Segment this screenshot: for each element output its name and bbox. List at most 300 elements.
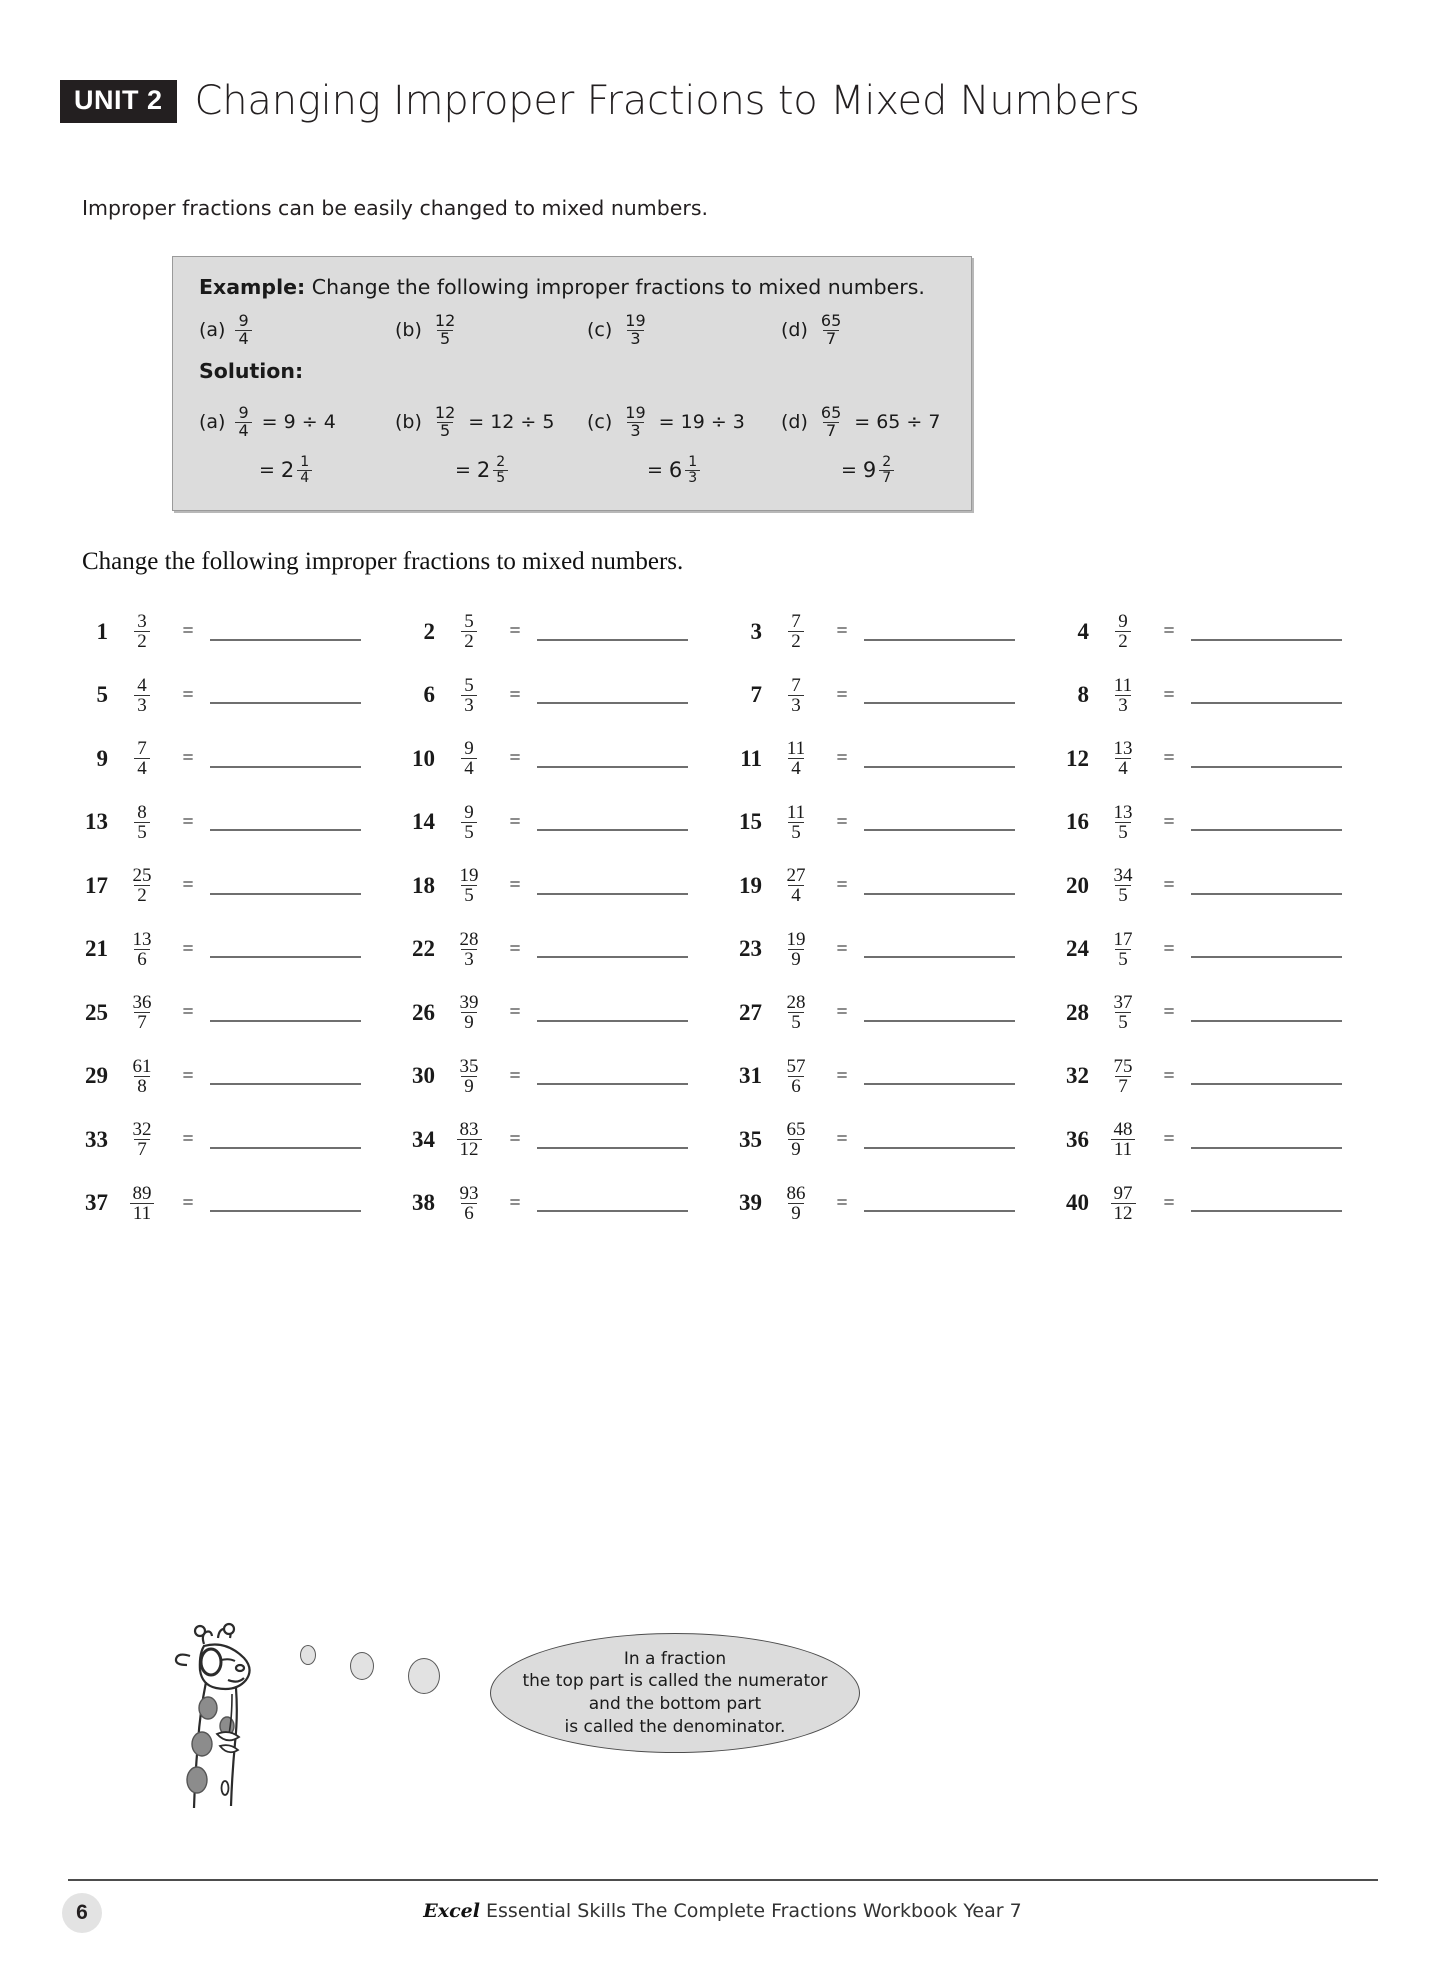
equals-sign: = bbox=[182, 747, 194, 770]
denominator: 11 bbox=[1111, 1139, 1135, 1159]
numerator: 65 bbox=[820, 311, 842, 330]
solution-division-text-d: = 65 ÷ 7 bbox=[854, 411, 941, 434]
whole-part: 2 bbox=[280, 458, 295, 483]
whole-part: 9 bbox=[862, 458, 877, 483]
equals-sign: = bbox=[1163, 937, 1175, 960]
exercise-item bbox=[726, 803, 1053, 842]
exercise-item bbox=[399, 612, 726, 651]
denominator: 4 bbox=[297, 470, 312, 486]
numerator: 7 bbox=[791, 674, 801, 696]
example-question-d bbox=[781, 313, 846, 348]
solution-division-b bbox=[395, 405, 560, 440]
numerator: 9 bbox=[1118, 611, 1128, 633]
brand-logo: Excel bbox=[423, 1900, 480, 1922]
answer-blank[interactable] bbox=[210, 766, 361, 768]
denominator: 4 bbox=[1115, 758, 1131, 778]
answer-blank[interactable] bbox=[210, 1020, 361, 1022]
question-number: 31 bbox=[739, 1063, 762, 1089]
solution-division-d bbox=[781, 405, 946, 440]
exercise-row bbox=[72, 664, 1382, 728]
numerator: 7 bbox=[791, 611, 801, 633]
question-number: 12 bbox=[1066, 745, 1089, 771]
tip-line-4: is called the denominator. bbox=[564, 1716, 786, 1737]
question-number: 13 bbox=[85, 809, 108, 835]
equals-sign: = bbox=[182, 810, 194, 833]
denominator: 9 bbox=[461, 1076, 477, 1096]
exercise-item bbox=[1053, 1184, 1380, 1223]
question-fraction bbox=[1099, 1120, 1147, 1159]
numerator: 61 bbox=[132, 1055, 152, 1077]
example-tag-c: (c) bbox=[587, 319, 613, 342]
exercise-row bbox=[72, 1108, 1382, 1172]
question-fraction bbox=[118, 866, 166, 905]
question-fraction bbox=[445, 739, 493, 778]
numerator: 5 bbox=[464, 674, 474, 696]
answer-blank[interactable] bbox=[864, 893, 1015, 895]
equals-sign: = bbox=[836, 747, 848, 770]
denominator: 8 bbox=[134, 1076, 150, 1096]
question-fraction bbox=[772, 676, 820, 715]
numerator: 39 bbox=[459, 992, 479, 1014]
question-number: 8 bbox=[1077, 682, 1089, 708]
question-number: 6 bbox=[423, 682, 435, 708]
exercise-item bbox=[726, 993, 1053, 1032]
denominator: 5 bbox=[437, 422, 453, 440]
numerator: 2 bbox=[496, 454, 506, 470]
question-fraction bbox=[1099, 1057, 1147, 1096]
denominator: 2 bbox=[461, 631, 477, 651]
exercise-item bbox=[399, 1184, 726, 1223]
equals-sign: = bbox=[182, 1064, 194, 1087]
page-header bbox=[60, 78, 1140, 124]
numerator: 11 bbox=[786, 801, 806, 823]
question-fraction bbox=[1099, 1184, 1147, 1223]
exercise-item bbox=[726, 866, 1053, 905]
equals-sign: = bbox=[836, 1128, 848, 1151]
equals-sign: = bbox=[182, 620, 194, 643]
answer-blank[interactable] bbox=[864, 639, 1015, 641]
answer-blank[interactable] bbox=[1191, 1210, 1342, 1212]
equals-sign: = bbox=[182, 937, 194, 960]
numerator: 13 bbox=[132, 928, 152, 950]
numerator: 75 bbox=[1113, 1055, 1133, 1077]
solution-tag-a: (a) bbox=[199, 411, 226, 434]
question-number: 5 bbox=[96, 682, 108, 708]
numerator: 32 bbox=[132, 1119, 152, 1141]
question-number: 21 bbox=[85, 936, 108, 962]
answer-blank[interactable] bbox=[210, 1083, 361, 1085]
answer-blank[interactable] bbox=[1191, 893, 1342, 895]
answer-blank[interactable] bbox=[537, 766, 688, 768]
question-fraction bbox=[1099, 993, 1147, 1032]
question-fraction bbox=[772, 1120, 820, 1159]
numerator: 8 bbox=[137, 801, 147, 823]
question-fraction bbox=[772, 993, 820, 1032]
answer-blank[interactable] bbox=[210, 956, 361, 958]
question-number: 17 bbox=[85, 872, 108, 898]
numerator: 83 bbox=[459, 1119, 479, 1141]
question-number: 14 bbox=[412, 809, 435, 835]
answer-blank[interactable] bbox=[1191, 1083, 1342, 1085]
answer-blank[interactable] bbox=[210, 639, 361, 641]
tip-line-2: the top part is called the numerator bbox=[522, 1671, 828, 1692]
equals-sign: = bbox=[1163, 683, 1175, 706]
equals-sign: = bbox=[647, 459, 663, 482]
denominator: 7 bbox=[134, 1139, 150, 1159]
question-fraction bbox=[445, 1120, 493, 1159]
answer-blank[interactable] bbox=[1191, 766, 1342, 768]
answer-blank[interactable] bbox=[1191, 1147, 1342, 1149]
equals-sign: = bbox=[1163, 1128, 1175, 1151]
denominator: 4 bbox=[235, 422, 251, 440]
numerator: 48 bbox=[1113, 1119, 1133, 1141]
denominator: 3 bbox=[685, 470, 700, 486]
question-number: 36 bbox=[1066, 1126, 1089, 1152]
example-fraction-a bbox=[235, 313, 251, 348]
answer-blank[interactable] bbox=[537, 829, 688, 831]
answer-blank[interactable] bbox=[1191, 829, 1342, 831]
question-number: 4 bbox=[1077, 618, 1089, 644]
example-tag-d: (d) bbox=[781, 319, 808, 342]
exercise-item bbox=[72, 676, 399, 715]
exercise-row bbox=[72, 1045, 1382, 1109]
exercise-item bbox=[399, 866, 726, 905]
numerator: 65 bbox=[786, 1119, 806, 1141]
answer-blank[interactable] bbox=[537, 1020, 688, 1022]
denominator: 6 bbox=[461, 1203, 477, 1223]
equals-sign: = bbox=[509, 1001, 521, 1024]
denominator: 9 bbox=[788, 1203, 804, 1223]
exercise-item bbox=[726, 1057, 1053, 1096]
numerator: 4 bbox=[137, 674, 147, 696]
answer-blank[interactable] bbox=[864, 956, 1015, 958]
denominator: 9 bbox=[788, 1139, 804, 1159]
numerator: 13 bbox=[1113, 801, 1133, 823]
answer-blank[interactable] bbox=[864, 829, 1015, 831]
fraction-part bbox=[493, 455, 508, 485]
equals-sign: = bbox=[1163, 1064, 1175, 1087]
equals-sign: = bbox=[259, 459, 275, 482]
numerator: 19 bbox=[786, 928, 806, 950]
question-fraction bbox=[118, 1184, 166, 1223]
numerator: 37 bbox=[1113, 992, 1133, 1014]
equals-sign: = bbox=[182, 1001, 194, 1024]
denominator: 7 bbox=[823, 330, 839, 348]
denominator: 5 bbox=[437, 330, 453, 348]
denominator: 7 bbox=[1115, 1076, 1131, 1096]
exercise-item bbox=[1053, 739, 1380, 778]
question-fraction bbox=[445, 930, 493, 969]
question-number: 15 bbox=[739, 809, 762, 835]
tip-illustration bbox=[170, 1620, 890, 1810]
answer-blank[interactable] bbox=[537, 893, 688, 895]
solution-tag-b: (b) bbox=[395, 411, 422, 434]
footer-title: Essential Skills The Complete Fractions Workbook Year 7 bbox=[486, 1900, 1022, 1922]
numerator: 11 bbox=[786, 738, 806, 760]
question-fraction bbox=[772, 1057, 820, 1096]
denominator: 3 bbox=[461, 695, 477, 715]
mixed-number-c bbox=[669, 455, 702, 485]
question-number: 30 bbox=[412, 1063, 435, 1089]
numerator: 9 bbox=[464, 801, 474, 823]
exercise-item bbox=[72, 803, 399, 842]
numerator: 89 bbox=[132, 1182, 152, 1204]
numerator: 36 bbox=[132, 992, 152, 1014]
exercise-item bbox=[726, 676, 1053, 715]
answer-blank[interactable] bbox=[1191, 702, 1342, 704]
denominator: 5 bbox=[461, 822, 477, 842]
question-fraction bbox=[772, 803, 820, 842]
denominator: 5 bbox=[461, 885, 477, 905]
question-fraction bbox=[1099, 612, 1147, 651]
question-number: 28 bbox=[1066, 999, 1089, 1025]
equals-sign: = bbox=[836, 874, 848, 897]
answer-blank[interactable] bbox=[537, 1083, 688, 1085]
numerator: 9 bbox=[464, 738, 474, 760]
denominator: 9 bbox=[788, 949, 804, 969]
equals-sign: = bbox=[455, 459, 471, 482]
exercise-item bbox=[399, 1057, 726, 1096]
denominator: 3 bbox=[788, 695, 804, 715]
denominator: 12 bbox=[457, 1139, 482, 1159]
answer-blank[interactable] bbox=[864, 1020, 1015, 1022]
question-fraction bbox=[1099, 739, 1147, 778]
exercise-item bbox=[1053, 803, 1380, 842]
solution-result-a bbox=[251, 455, 314, 485]
solution-division-c bbox=[587, 405, 751, 440]
question-number: 37 bbox=[85, 1190, 108, 1216]
exercise-item bbox=[399, 803, 726, 842]
question-fraction bbox=[1099, 866, 1147, 905]
speech-bubble-text bbox=[504, 1648, 845, 1738]
denominator: 2 bbox=[134, 885, 150, 905]
page-number-badge: 6 bbox=[62, 1893, 102, 1933]
exercise-item bbox=[726, 930, 1053, 969]
mixed-number-a bbox=[281, 455, 314, 485]
question-number: 22 bbox=[412, 936, 435, 962]
denominator: 3 bbox=[627, 422, 643, 440]
exercise-item bbox=[72, 1057, 399, 1096]
exercise-row bbox=[72, 981, 1382, 1045]
equals-sign: = bbox=[836, 810, 848, 833]
question-number: 35 bbox=[739, 1126, 762, 1152]
question-number: 23 bbox=[739, 936, 762, 962]
equals-sign: = bbox=[1163, 747, 1175, 770]
solution-division-text-a: = 9 ÷ 4 bbox=[261, 411, 336, 434]
question-number: 7 bbox=[750, 682, 762, 708]
denominator: 9 bbox=[461, 1012, 477, 1032]
equals-sign: = bbox=[1163, 874, 1175, 897]
equals-sign: = bbox=[509, 620, 521, 643]
answer-blank[interactable] bbox=[1191, 639, 1342, 641]
exercise-item bbox=[72, 739, 399, 778]
exercise-item bbox=[72, 993, 399, 1032]
tip-line-1: In a fraction bbox=[623, 1648, 727, 1669]
numerator: 12 bbox=[434, 311, 456, 330]
answer-blank[interactable] bbox=[864, 702, 1015, 704]
denominator: 3 bbox=[1115, 695, 1131, 715]
question-fraction bbox=[445, 1057, 493, 1096]
question-number: 9 bbox=[96, 745, 108, 771]
denominator: 4 bbox=[235, 330, 251, 348]
numerator: 35 bbox=[459, 1055, 479, 1077]
exercise-row bbox=[72, 854, 1382, 918]
answer-blank[interactable] bbox=[1191, 956, 1342, 958]
equals-sign: = bbox=[182, 874, 194, 897]
equals-sign: = bbox=[182, 1128, 194, 1151]
equals-sign: = bbox=[1163, 620, 1175, 643]
equals-sign: = bbox=[509, 810, 521, 833]
question-fraction bbox=[445, 993, 493, 1032]
denominator: 2 bbox=[134, 631, 150, 651]
example-question-a bbox=[199, 313, 254, 348]
example-box bbox=[172, 256, 972, 511]
numerator: 25 bbox=[132, 865, 152, 887]
exercise-item bbox=[72, 612, 399, 651]
denominator: 3 bbox=[627, 330, 643, 348]
numerator: 9 bbox=[238, 403, 249, 422]
question-fraction bbox=[118, 1120, 166, 1159]
whole-part: 6 bbox=[668, 458, 683, 483]
example-tag-a: (a) bbox=[199, 319, 226, 342]
numerator: 2 bbox=[882, 454, 892, 470]
equals-sign: = bbox=[836, 1064, 848, 1087]
exercise-item bbox=[1053, 1057, 1380, 1096]
answer-blank[interactable] bbox=[537, 702, 688, 704]
exercise-item bbox=[72, 930, 399, 969]
numerator: 1 bbox=[688, 454, 698, 470]
equals-sign: = bbox=[1163, 1001, 1175, 1024]
unit-badge: UNIT 2 bbox=[60, 80, 177, 123]
question-number: 11 bbox=[740, 745, 762, 771]
answer-blank[interactable] bbox=[537, 1210, 688, 1212]
question-number: 25 bbox=[85, 999, 108, 1025]
question-fraction bbox=[445, 803, 493, 842]
denominator: 7 bbox=[879, 470, 894, 486]
denominator: 2 bbox=[1115, 631, 1131, 651]
solution-division-a bbox=[199, 405, 342, 440]
answer-blank[interactable] bbox=[864, 1083, 1015, 1085]
footer-divider bbox=[68, 1879, 1378, 1881]
exercise-item bbox=[72, 866, 399, 905]
denominator: 5 bbox=[1115, 949, 1131, 969]
numerator: 86 bbox=[786, 1182, 806, 1204]
question-fraction bbox=[445, 676, 493, 715]
equals-sign: = bbox=[509, 1064, 521, 1087]
exercise-item bbox=[1053, 612, 1380, 651]
example-tag-b: (b) bbox=[395, 319, 422, 342]
fraction-part bbox=[879, 455, 894, 485]
denominator: 4 bbox=[134, 758, 150, 778]
answer-blank[interactable] bbox=[210, 893, 361, 895]
numerator: 93 bbox=[459, 1182, 479, 1204]
question-number: 1 bbox=[96, 618, 108, 644]
answer-blank[interactable] bbox=[1191, 1020, 1342, 1022]
question-number: 24 bbox=[1066, 936, 1089, 962]
equals-sign: = bbox=[1163, 810, 1175, 833]
exercise-item bbox=[72, 1120, 399, 1159]
question-fraction bbox=[118, 612, 166, 651]
numerator: 5 bbox=[464, 611, 474, 633]
answer-blank[interactable] bbox=[537, 1147, 688, 1149]
numerator: 19 bbox=[625, 311, 646, 330]
fraction-part bbox=[297, 455, 312, 485]
page-title: Changing Improper Fractions to Mixed Numbers bbox=[194, 78, 1140, 124]
exercise-item bbox=[726, 1120, 1053, 1159]
question-fraction bbox=[1099, 676, 1147, 715]
numerator: 3 bbox=[137, 611, 147, 633]
numerator: 1 bbox=[300, 454, 310, 470]
denominator: 6 bbox=[134, 949, 150, 969]
exercise-item bbox=[726, 739, 1053, 778]
example-fraction-c bbox=[622, 313, 648, 348]
exercise-item bbox=[1053, 1120, 1380, 1159]
denominator: 4 bbox=[788, 758, 804, 778]
example-fraction-d bbox=[818, 313, 844, 348]
equals-sign: = bbox=[836, 1191, 848, 1214]
tip-line-3: and the bottom part bbox=[588, 1694, 762, 1714]
example-fraction-b bbox=[432, 313, 458, 348]
question-fraction bbox=[118, 1057, 166, 1096]
question-fraction bbox=[772, 1184, 820, 1223]
numerator: 57 bbox=[786, 1055, 806, 1077]
solution-tag-c: (c) bbox=[587, 411, 613, 434]
answer-blank[interactable] bbox=[210, 1147, 361, 1149]
question-number: 19 bbox=[739, 872, 762, 898]
denominator: 4 bbox=[788, 885, 804, 905]
numerator: 27 bbox=[786, 865, 806, 887]
answer-blank[interactable] bbox=[537, 639, 688, 641]
equals-sign: = bbox=[836, 937, 848, 960]
example-prompt: Change the following improper fractions to mixed numbers. bbox=[311, 275, 925, 299]
answer-blank[interactable] bbox=[537, 956, 688, 958]
answer-blank[interactable] bbox=[210, 702, 361, 704]
numerator: 65 bbox=[820, 403, 842, 422]
exercise-item bbox=[399, 993, 726, 1032]
question-fraction bbox=[445, 1184, 493, 1223]
equals-sign: = bbox=[1163, 1191, 1175, 1214]
example-heading bbox=[199, 275, 925, 299]
speech-dot-large bbox=[408, 1658, 440, 1694]
answer-blank[interactable] bbox=[864, 1147, 1015, 1149]
answer-blank[interactable] bbox=[210, 829, 361, 831]
denominator: 7 bbox=[823, 422, 839, 440]
answer-blank[interactable] bbox=[210, 1210, 361, 1212]
numerator: 11 bbox=[1113, 674, 1133, 696]
denominator: 5 bbox=[788, 822, 804, 842]
equals-sign: = bbox=[836, 620, 848, 643]
question-fraction bbox=[118, 739, 166, 778]
question-number: 38 bbox=[412, 1190, 435, 1216]
question-number: 34 bbox=[412, 1126, 435, 1152]
denominator: 5 bbox=[788, 1012, 804, 1032]
numerator: 17 bbox=[1113, 928, 1133, 950]
question-number: 26 bbox=[412, 999, 435, 1025]
solution-fraction-c bbox=[622, 405, 648, 440]
equals-sign: = bbox=[509, 1128, 521, 1151]
exercise-row bbox=[72, 1172, 1382, 1236]
question-fraction bbox=[772, 612, 820, 651]
mixed-number-d bbox=[863, 455, 896, 485]
answer-blank[interactable] bbox=[864, 1210, 1015, 1212]
answer-blank[interactable] bbox=[864, 766, 1015, 768]
equals-sign: = bbox=[841, 459, 857, 482]
exercise-item bbox=[1053, 676, 1380, 715]
denominator: 5 bbox=[1115, 822, 1131, 842]
question-fraction bbox=[772, 930, 820, 969]
exercise-item bbox=[1053, 993, 1380, 1032]
denominator: 4 bbox=[461, 758, 477, 778]
